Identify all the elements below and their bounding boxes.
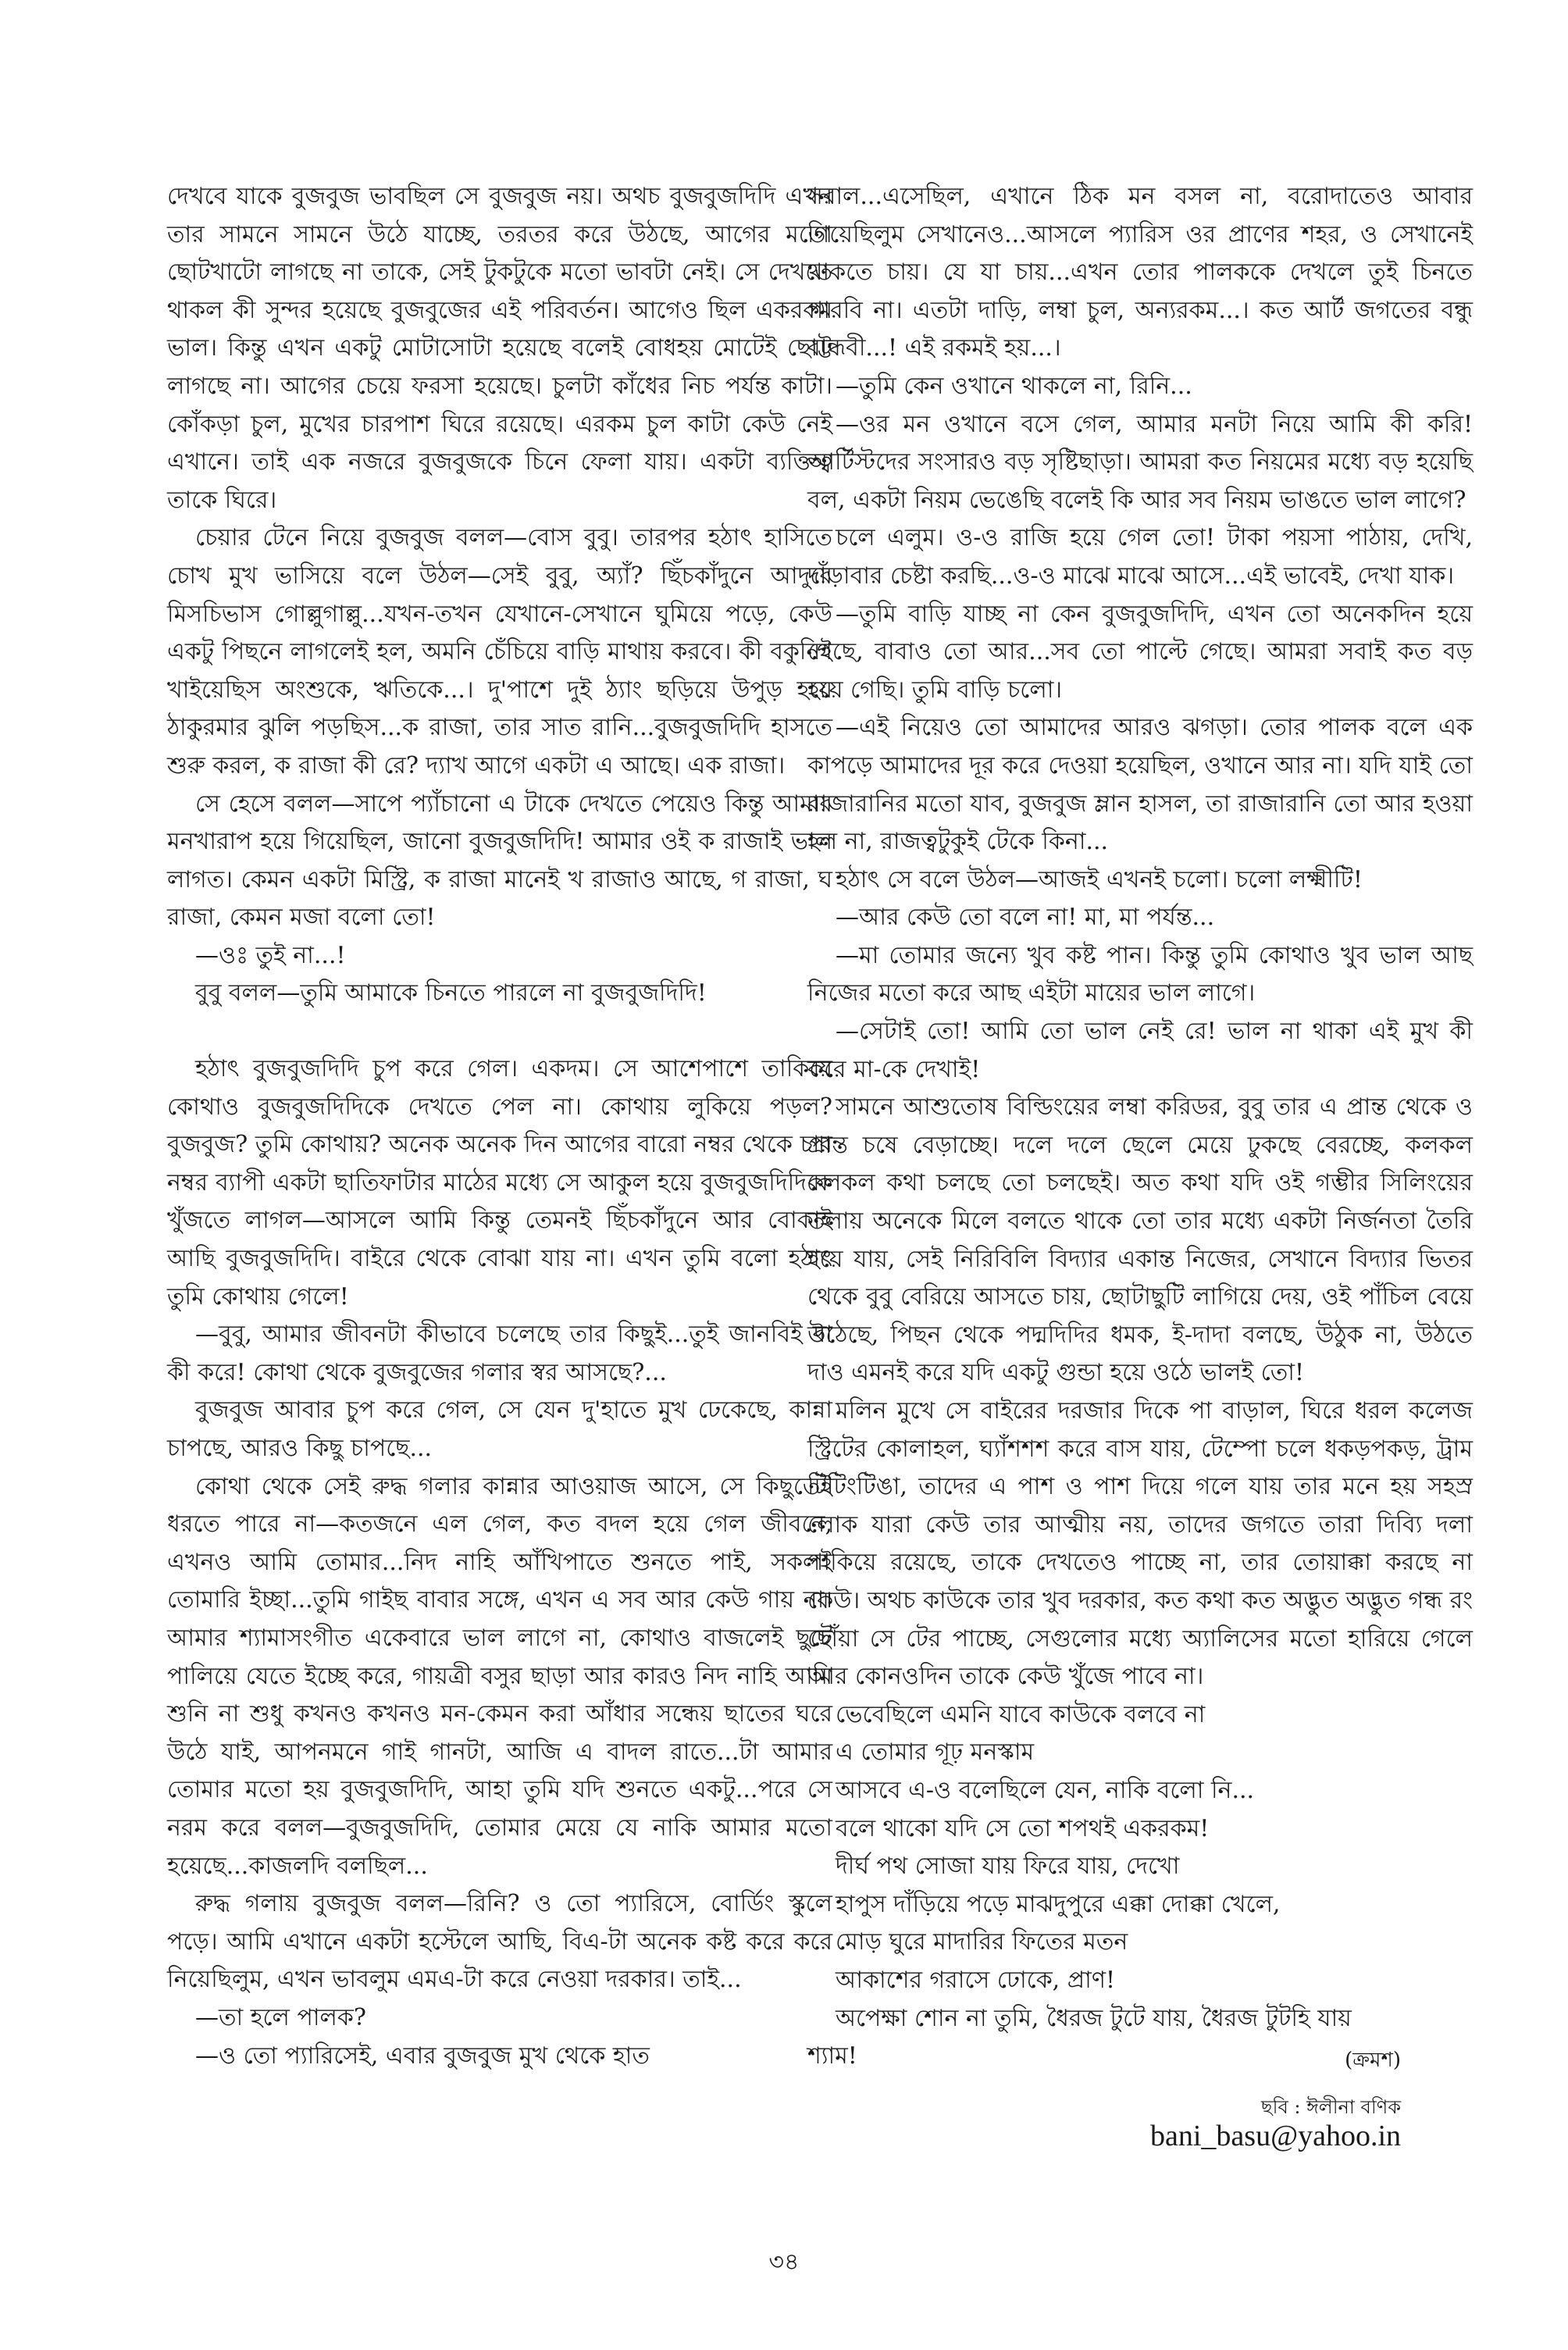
paragraph: —সেটাই তো! আমি তো ভাল নেই রে! ভাল না থাকা এই মুখ কী করে মা-কে দেখাই! (807, 1018, 1473, 1083)
paragraph: —ওঃ তুই না...! (195, 941, 346, 969)
right-column (807, 178, 1473, 2076)
paragraph: হঠাৎ বুজবুজদিদি চুপ করে গেল। একদম। সে আশেপাশে তাকিয়ে কোথাও বুজবুজদিদিকে দেখতে পেল না। কোথায় লুকিয়ে পড়ল? বুজবুজ? তুমি কোথায়? অনেক অনেক দিন আগের বারো নম্বর থেকে চার নম্বর ব্যাপী একটা ছাতিফাটার মাঠের মধ্যে সে আকুল হয়ে বুজবুজদিদিকে খুঁজতে লাগল—আসলে আমি কিন্তু তেমনই ছিঁচকাঁদুনে আর বোকাই আছি বুজবুজদিদি। বাইরে থেকে বোঝা যায় না। এখন তুমি বলো হঠাৎ তুমি কোথায় গেলে! (167, 1055, 832, 1311)
page-number: ৩৪ (768, 2248, 800, 2276)
paragraph: সে হেসে বলল—সাপে প্যাঁচানো এ টাকে দেখতে পেয়েও কিন্তু আমার মনখারাপ হয়ে গিয়েছিল, জানো বুজবুজদিদি! আমার ওই ক রাজাই ভাল লাগত। কেমন একটা মিস্ট্রি, ক রাজা মানেই খ রাজাও আছে, গ রাজা, ঘ রাজা, কেমন মজা বলো তো! (167, 790, 832, 932)
verse-line: হাপুস দাঁড়িয়ে পড়ে মাঝদুপুরে এক্কা দোক্কা খেলে, (836, 1890, 1281, 1918)
paragraph: —মা তোমার জন্যে খুব কষ্ট পান। কিন্তু তুমি কোথাও খুব ভাল আছ নিজের মতো করে আছ এইটা মায়ের ভাল লাগে। (807, 941, 1473, 1007)
paragraph: সরাল...এসেছিল, এখানে ঠিক মন বসল না, বরোদাতেও আবার গিয়েছিলুম সেখানেও...আসলে প্যারিস ওর প্রাণের শহর, ও সেখানেই থাকতে চায়। যে যা চায়...এখন তোর পালককে দেখলে তুই চিনতে পারবি না। এতটা দাড়ি, লম্বা চুল, অন্যরকম...। কত আর্ট জগতের বন্ধু বান্ধবী...! এই রকমই হয়...। (807, 183, 1473, 362)
verse-line: আসবে এ-ও বলেছিলে যেন, নাকি বলো নি... (836, 1776, 1255, 1804)
verse-line: ভেবেছিলে এমনি যাবে কাউকে বলবে না (836, 1700, 1206, 1728)
paragraph: রুদ্ধ গলায় বুজবুজ বলল—রিনি? ও তো প্যারিসে, বোর্ডিং স্কুলে পড়ে। আমি এখানে একটা হস্টেলে আছি, বিএ-টা অনেক কষ্ট করে করে নিয়েছিলুম, এখন ভাবলুম এমএ-টা করে নেওয়া দরকার। তাই... (167, 1890, 832, 1994)
paragraph: —এই নিয়েও তো আমাদের আরও ঝগড়া। তোর পালক বলে এক কাপড়ে আমাদের দূর করে দেওয়া হয়েছিল, ওখানে আর না। যদি যাই তো রাজারানির মতো যাব, বুজবুজ ম্লান হাসল, তা রাজারানি তো আর হওয়া হল না, রাজত্বটুকুই টেকে কিনা... (807, 714, 1473, 856)
paragraph: মলিন মুখে সে বাইরের দরজার দিকে পা বাড়াল, ঘিরে ধরল কলেজ স্ট্রিটের কোলাহল, ঘ্যাঁশশশ করে বাস যায়, টেম্পো চলে ধকড়পকড়, ট্রাম টিটিংটিঙা, তাদের এ পাশ ও পাশ দিয়ে গলে যায় তার মনে হয় সহস্র লোক যারা কেউ তার আত্মীয় নয়, তাদের জগতে তারা দিব্যি দলা পাকিয়ে রয়েছে, তাকে দেখতেও পাচ্ছে না, তার তোয়াক্কা করছে না কেউ। অথচ কাউকে তার খুব দরকার, কত কথা কত অদ্ভুত অদ্ভুত গন্ধ রং ছোঁয়া সে টের পাচ্ছে, সেগুলোর মধ্যে অ্যালিসের মতো হারিয়ে গেলে আর কোনওদিন তাকে কেউ খুঁজে পাবে না। (807, 1397, 1473, 1691)
verse-line: দীর্ঘ পথ সোজা যায় ফিরে যায়, দেখো (836, 1853, 1180, 1881)
paragraph: —ও তো প্যারিসেই, এবার বুজবুজ মুখ থেকে হাত (195, 2042, 650, 2070)
paragraph: হঠাৎ সে বলে উঠল—আজই এখনই চলো। চলো লক্ষ্মীটি! (836, 865, 1363, 893)
verse-line: মোড় ঘুরে মাদারির ফিতের মতন (836, 1928, 1128, 1956)
paragraph: —আর কেউ তো বলে না! মা, মা পর্যন্ত... (836, 904, 1215, 932)
paragraph: বুবু বলল—তুমি আমাকে চিনতে পারলে না বুজবুজদিদি! (195, 979, 707, 1007)
paragraph: —তুমি বাড়ি যাচ্ছ না কেন বুজবুজদিদি, এখন তো অনেকদিন হয়ে গেছে, বাবাও তো আর...সব তো পাল্টে গেছে। আমরা সবাই কত বড় হয়ে গেছি। তুমি বাড়ি চলো। (807, 600, 1473, 704)
verse (807, 1696, 1473, 2000)
closing-line: শ্যাম! (807, 2042, 857, 2070)
paragraph: দেখবে যাকে বুজবুজ ভাবছিল সে বুজবুজ নয়। অথচ বুজবুজদিদি এখন তার সামনে সামনে উঠে যাচ্ছে, তরতর করে উঠছে, আগের মতো ছোটখাটো লাগছে না তাকে, সেই টুকটুকে মতো ভাবটা নেই। সে দেখতে থাকল কী সুন্দর হয়েছে বুজবুজের এই পরিবর্তন। আগেও ছিল একরকম ভাল। কিন্তু এখন একটু মোটাসোটা হয়েছে বলেই বোধহয় মোটেই ছোট্ট লাগছে না। আগের চেয়ে ফরসা হয়েছে। চুলটা কাঁধের নিচ পর্যন্ত কাটা। কোঁকড়া চুল, মুখের চারপাশ ঘিরে রয়েছে। এরকম চুল কাটা কেউ নেই এখানে। তাই এক নজরে বুজবুজকে চিনে ফেলা যায়। একটা ব্যক্তিত্ব তাকে ঘিরে। (167, 183, 832, 514)
verse-line: এ তোমার গূঢ় মনস্কাম (836, 1738, 1035, 1767)
closing-line: অপেক্ষা শোন না তুমি, ধৈরজ টুটে যায়, ধৈরজ টুটহি যায় (836, 2004, 1352, 2032)
paragraph: চেয়ার টেনে নিয়ে বুজবুজ বলল—বোস বুবু। তারপর হঠাৎ হাসিতে চোখ মুখ ভাসিয়ে বলে উঠল—সেই বুবু, অ্যাঁ? ছিঁচকাঁদুনে আদুরে মিসচিভাস গোল্লুগাল্লু...যখন-তখন যেখানে-সেখানে ঘুমিয়ে পড়ে, কেউ একটু পিছনে লাগলেই হল, অমনি চেঁচিয়ে বাড়ি মাথায় করবে। কী বকুনিই খাইয়েছিস অংশুকে, ঋতিকে...। দু'পাশে দুই ঠ্যাং ছড়িয়ে উপুড় হয়ে ঠাকুরমার ঝুলি পড়ছিস...ক রাজা, তার সাত রানি...বুজবুজদিদি হাসতে শুরু করল, ক রাজা কী রে? দ্যাখ আগে একটা এ আছে। এক রাজা। (167, 524, 832, 779)
illustration-credit: ছবি : ঈলীনা বণিক (1261, 2096, 1401, 2118)
paragraph: —তা হলে পালক? (195, 2003, 366, 2031)
paragraph: কোথা থেকে সেই রুদ্ধ গলার কান্নার আওয়াজ আসে, সে কিছুতেই ধরতে পারে না—কতজনে এল গেল, কত বদল হয়ে গেল জীবনে, এখনও আমি তোমার...নিদ নাহি আঁখিপাতে শুনতে পাই, সকলই তোমারি ইচ্ছা...তুমি গাইছ বাবার সঙ্গে, এখন এ সব আর কেউ গায় না। আমার শ্যামাসংগীত একেবারে ভাল লাগে না, কোথাও বাজলেই ছুটে পালিয়ে যেতে ইচ্ছে করে, গায়ত্রী বসুর ছাড়া আর কারও নিদ নাহি আমি শুনি না শুধু কখনও কখনও মন-কেমন করা আঁধার সন্ধেয় ছাতের ঘরে উঠে যাই, আপনমনে গাই গানটা, আজি এ বাদল রাতে...টা আমার তোমার মতো হয় বুজবুজদিদি, আহা তুমি যদি শুনতে একটু...পরে সে নরম করে বলল—বুজবুজদিদি, তোমার মেয়ে যে নাকি আমার মতো হয়েছে...কাজলদি বলছিল... (167, 1472, 832, 1880)
paragraph: চলে এলুম। ও-ও রাজি হয়ে গেল তো! টাকা পয়সা পাঠায়, দেখি, দাঁড়াবার চেষ্টা করছি...ও-ও মাঝে মাঝে আসে...এই ভাবেই, দেখা যাক। (807, 524, 1473, 590)
paragraph: —তুমি কেন ওখানে থাকলে না, রিনি... (836, 372, 1192, 400)
paragraph: বুজবুজ আবার চুপ করে গেল, সে যেন দু'হাতে মুখ ঢেকেছে, কান্না চাপছে, আরও কিছু চাপছে... (167, 1396, 832, 1462)
series-note: (ক্রমশ) (1345, 2049, 1401, 2072)
paragraph: সামনে আশুতোষ বিল্ডিংয়ের লম্বা করিডর, বুবু তার এ প্রান্ত থেকে ও প্রান্ত চষে বেড়াচ্ছে। দলে দলে ছেলে মেয়ে ঢুকছে বেরচ্ছে, কলকল কলকল কথা চলছে তো চলছেই। অত কথা যদি ওই গম্ভীর সিলিংয়ের তলায় অনেকে মিলে বলতে থাকে তো তার মধ্যে একটা নির্জনতা তৈরি হয়ে যায়, সেই নিরিবিলি বিদ্যার একান্ত নিজের, সেখানে বিদ্যার ভিতর থেকে বুবু বেরিয়ে আসতে চায়, ছোটাছুটি লাগিয়ে দেয়, ওই পাঁচিল বেয়ে উঠেছে, পিছন থেকে পদ্মদিদির ধমক, ই-দাদা বলছে, উঠুক না, উঠতে দাও এমনই করে যদি একটু গুন্ডা হয়ে ওঠে ভালই তো! (807, 1093, 1473, 1387)
credits (1150, 2045, 1401, 2152)
paragraph: —বুবু, আমার জীবনটা কীভাবে চলেছে তার কিছুই...তুই জানবিই বা কী করে! কোথা থেকে বুজবুজের গলার স্বর আসছে?... (167, 1321, 832, 1386)
paragraph: —ওর মন ওখানে বসে গেল, আমার মনটা নিয়ে আমি কী করি! আর্টিস্টদের সংসারও বড় সৃষ্টিছাড়া। আমরা কত নিয়মের মধ্যে বড় হয়েছি বল, একটা নিয়ম ভেঙেছি বলেই কি আর সব নিয়ম ভাঙতে ভাল লাগে? (807, 410, 1473, 514)
verse-line: বলে থাকো যদি সে তো শপথই একরকম! (836, 1814, 1210, 1842)
left-column (167, 178, 832, 2075)
author-email: bani_basu@yahoo.in (1150, 2120, 1401, 2152)
verse-line: আকাশের গরাসে ঢোকে, প্রাণ! (836, 1966, 1116, 1994)
